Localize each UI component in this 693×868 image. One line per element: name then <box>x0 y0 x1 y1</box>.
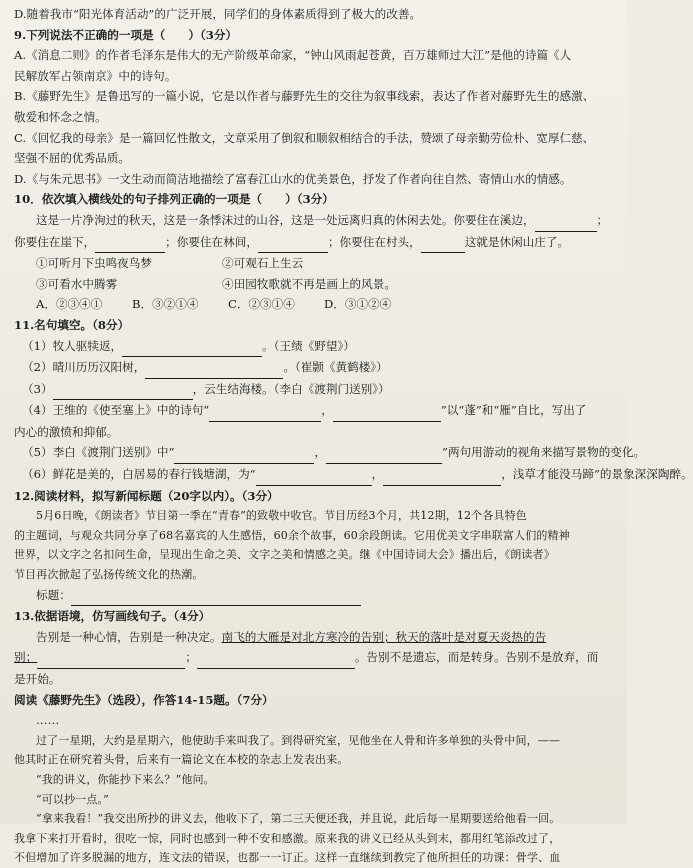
q12-material <box>14 506 615 584</box>
q11-blank-4b[interactable] <box>333 400 441 422</box>
q10-passage-line2 <box>14 232 615 254</box>
q10-blank-3[interactable] <box>258 232 328 254</box>
reading-line-6: 我拿下来打开看时，很吃一惊，同时也感到一种不安和感激。原来我的讲义已经从头到末，都用红笔添改过了， <box>14 831 561 845</box>
q11-item-5-text: （5）李白《渡荆门送别》中“ <box>22 445 175 460</box>
q10-blank-2[interactable] <box>95 232 165 254</box>
q13-blank-1[interactable] <box>37 647 185 669</box>
q9-option-c-line1: C.《回忆我的母亲》是一篇回忆性散文，文章采用了倒叙和顺叙相结合的手法，赞颂了母亲勤劳俭朴、宽厚仁慈、 <box>14 130 595 145</box>
q10-options-row1 <box>14 253 615 274</box>
q9-option-b-line1: B.《藤野先生》是鲁迅写的一篇小说，它是以作者与藤野先生的交往为叙事线索，表达了作者对藤野先生的感激、 <box>14 89 595 104</box>
q9-option-a-line1: A.《消息二则》的作者毛泽东是伟大的无产阶级革命家，“钟山风雨起苍黄，百万雄师过大江”是他的诗篇《人 <box>14 48 572 63</box>
q12-line-3: 世界，以文字之名扣问生命，呈现出生命之美、文字之美和情感之美。继《中国诗词大会》播出后，《朗读者》 <box>14 548 555 562</box>
q11-item-5-tail: ”两句用游动的视角来描写景物的变化。 <box>442 445 646 460</box>
q10-option-4: ④田园牧歌就不再是画上的风景。 <box>222 276 396 291</box>
q11-item-4 <box>14 400 615 422</box>
reading-line-3: “我的讲义，你能抄下来么？”他问。 <box>36 772 215 786</box>
q11-blank-4a[interactable] <box>209 400 321 422</box>
q9-option-c-line2: 坚强不屈的优秀品质。 <box>14 151 130 166</box>
q11-blank-6a[interactable] <box>256 464 372 486</box>
q11-item-1-text: （1）牧人驱犊返， <box>22 338 123 353</box>
q13-line-1 <box>14 627 615 648</box>
q11-item-2 <box>14 357 615 379</box>
q10-blank-4[interactable] <box>421 232 465 254</box>
q13-blank-2[interactable] <box>197 647 355 669</box>
q11-blank-6b[interactable] <box>383 464 501 486</box>
reading-title: 阅读《藤野先生》（选段），作答14-15题。（7分） <box>14 692 274 707</box>
q10-choice-c[interactable]: C．②③①④ <box>228 297 295 312</box>
q10-option-1: ①可听月下虫鸣夜鸟梦 <box>36 256 152 271</box>
q11-item-2-text: （2）晴川历历汉阳树， <box>22 360 146 375</box>
q12-line-1: 5月6日晚，《朗读者》节目第一季在“青春”的致敬中收官。节目历经3个月，共12期，12个各具特色 <box>36 509 527 523</box>
q11-item-1 <box>14 336 615 358</box>
q13-semicolon: ； <box>185 650 197 665</box>
q10-passage-punct: ； <box>596 212 609 227</box>
q11-blank-2[interactable] <box>145 357 283 379</box>
q11-item-6-text: （6）鲜花是美的，白居易的春行钱塘湖，为“ <box>22 467 256 482</box>
q11-item-3 <box>14 379 615 401</box>
q13-line-3: 是开始。 <box>14 672 61 686</box>
q12-line-4: 节目再次掀起了弘扬传统文化的热潮。 <box>14 568 204 582</box>
q11-item-6-tail: ，浅草才能没马蹄”的景象深深陶醉。 <box>501 467 693 482</box>
q13-underlined-2: 秋天的落叶是对夏天炎热的告 <box>395 629 547 644</box>
q13-underlined-3: 别； <box>14 650 38 665</box>
q13-text-c: 。告别不是遗忘，而是转身。告别不是放弃，而 <box>354 650 599 665</box>
q10-choice-d[interactable]: D．③①②④ <box>324 297 392 312</box>
q11-item-6 <box>14 464 693 486</box>
q12-title: 12.阅读材料，拟写新闻标题（20字以内）。（3分） <box>14 488 279 503</box>
q8-option-d: D.随着我市“阳光体育活动”的广泛开展，同学们的身体素质得到了极大的改善。 <box>14 7 422 21</box>
q11-item-4-tail: ”以“蓬”和“雁”自比，写出了 <box>440 403 587 418</box>
q13-underlined-1: 南飞的大雁是对北方寒冷的告别； <box>221 629 396 644</box>
q11-blank-5a[interactable] <box>174 442 314 464</box>
q10-passage-line1 <box>14 210 615 232</box>
reading-line-4: “可以抄一点。” <box>36 792 109 806</box>
q12-answer <box>14 585 615 607</box>
reading-passage <box>14 731 615 868</box>
q13-title: 13.依据语境，仿写画线句子。（4分） <box>14 609 211 624</box>
q10-text-a: 你要住在崖下， <box>14 234 96 249</box>
q13-line-2 <box>14 647 615 669</box>
reading-line-7: 不但增加了许多脱漏的地方，连文法的错误，也都一一订正。这样一直继续到教完了他所担任的功课：骨学、血 <box>14 851 561 865</box>
q10-text-c: ；你要住在村头， <box>327 234 421 249</box>
q10-option-2: ②可观石上生云 <box>222 256 304 271</box>
q11-item-6-comma: ， <box>371 467 384 482</box>
q10-choices <box>14 294 615 315</box>
q11-item-3-text: （3） <box>22 381 53 396</box>
q11-item-5 <box>14 442 646 464</box>
q13-text-a: 告别是一种心情，告别是一种决定。 <box>36 629 222 644</box>
q11-item-1-source: 。（王绩《野望》） <box>262 338 355 353</box>
q10-passage-text: 这是一片净洵过的秋天，这是一条悸沫过的山谷，这是一处远离归真的休闲去处。你要住在溪边， <box>36 212 535 227</box>
q11-item-2-source: 。（崔颢《黄鹤楼》） <box>283 360 388 375</box>
q11-blank-5b[interactable] <box>326 442 442 464</box>
q10-options-row2 <box>14 274 615 295</box>
q11-item-5-comma: ， <box>314 445 327 460</box>
q10-option-3: ③可看水中腾雾 <box>36 276 118 291</box>
q12-title-label: 标题： <box>36 587 71 602</box>
reading-line-2: 他其时正在研究着头骨，后来有一篇论文在本校的杂志上发表出来。 <box>14 753 349 767</box>
reading-line-5: “拿来我看！”我交出所抄的讲义去，他收下了，第二三天便还我，并且说，此后每一星期要送给他看一回。 <box>36 812 561 826</box>
q10-choice-b[interactable]: B．③②①④ <box>132 297 199 312</box>
q10-blank-1[interactable] <box>535 210 597 232</box>
q9-option-a-line2: 民解放军占领南京》中的诗句。 <box>14 68 177 83</box>
q9-option-b-line2: 敬爱和怀念之情。 <box>14 109 107 124</box>
q10-text-d: 这就是休闲山庄了。 <box>464 234 570 249</box>
reading-ellipsis: …… <box>36 713 60 728</box>
q10-title: 10．依次填入横线处的句子排列正确的一项是（ ）（3分） <box>14 192 334 207</box>
q10-text-b: ；你要住在林间， <box>165 234 258 249</box>
q12-title-input[interactable] <box>71 585 361 607</box>
q12-line-2: 的主题词，与观众共同分享了68名嘉宾的人生感悟，60余个故事，60余段朗读。它用优美文字串联富人们的精神 <box>14 528 570 542</box>
reading-line-1: 过了一星期，大约是星期六，他使助手来叫我了。到得研究室，见他坐在人骨和许多单独的头骨中间，—— <box>36 733 561 747</box>
q11-item-4-cont: 内心的激愤和抑郁。 <box>14 424 119 439</box>
q9-option-d: D.《与朱元思书》一文生动而简洁地描绘了富春江山水的优美景色，抒发了作者向往自然、寄情山水的情感。 <box>14 171 572 186</box>
q11-item-4-text: （4）王维的《使至塞上》中的诗句“ <box>22 403 210 418</box>
q9-title: 9.下列说法不正确的一项是（ ）（3分） <box>14 27 238 42</box>
q11-blank-1[interactable] <box>122 336 262 358</box>
q11-item-3-source: ，云生结海楼。（李白《渡荆门送别》） <box>192 381 390 396</box>
q11-title: 11.名句填空。（8分） <box>14 317 130 332</box>
q11-blank-3[interactable] <box>53 379 193 401</box>
q11-item-4-comma: ， <box>321 403 333 418</box>
q10-choice-a[interactable]: A．②③④① <box>36 297 103 312</box>
